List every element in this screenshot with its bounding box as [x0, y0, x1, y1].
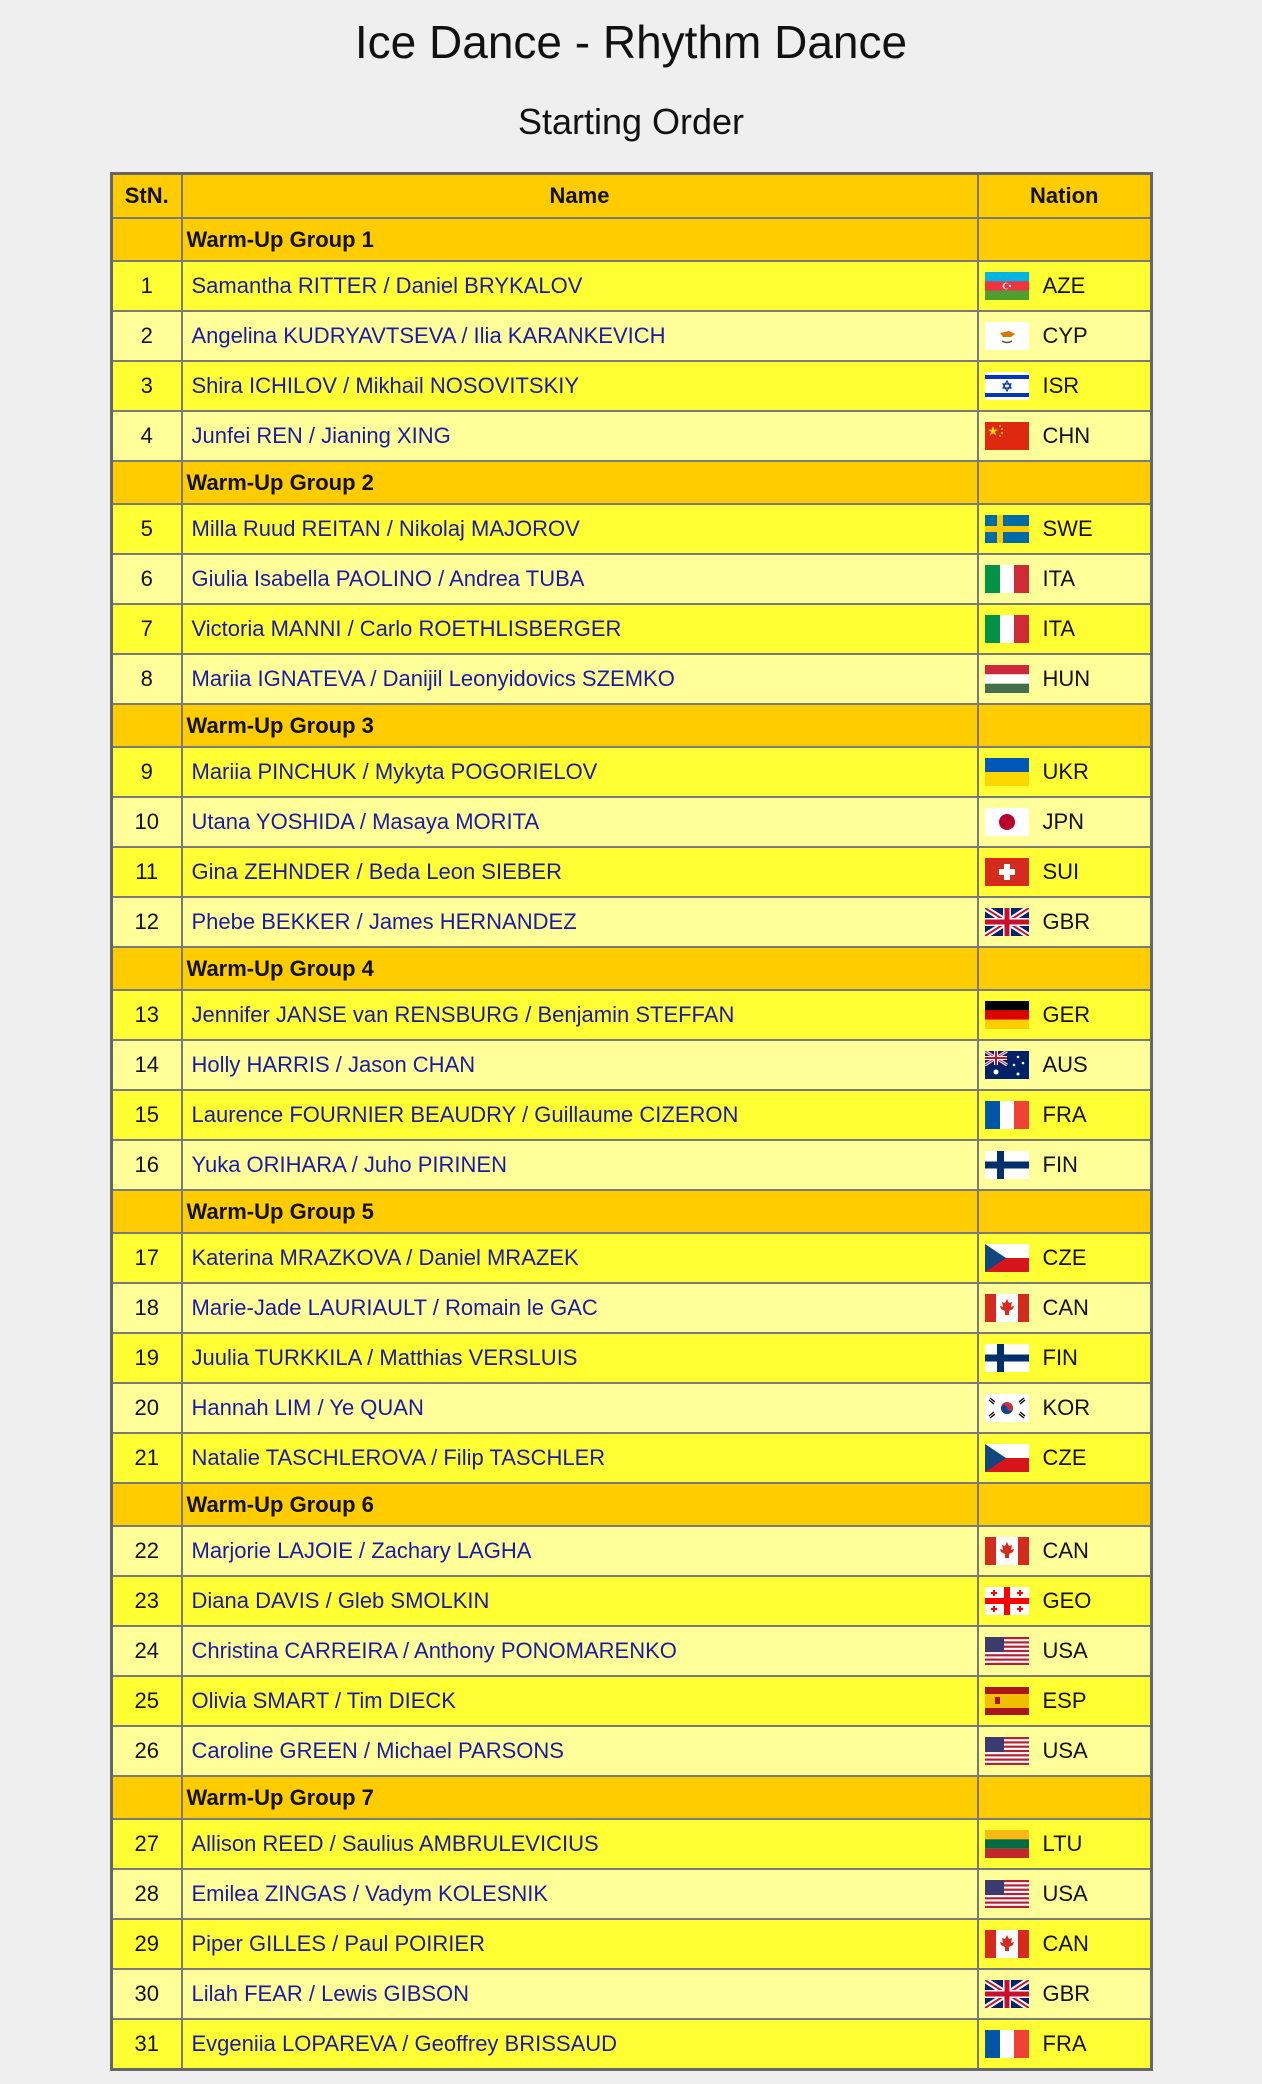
start-number: 1	[112, 261, 182, 311]
nation-cell	[978, 1433, 1152, 1483]
flag-cyp-icon	[985, 322, 1029, 350]
skater-pair-cell	[182, 1626, 978, 1676]
start-number: 18	[112, 1283, 182, 1333]
nation-cell	[978, 504, 1152, 554]
nation-cell	[978, 1819, 1152, 1869]
skater-pair-link[interactable]: Milla Ruud REITAN / Nikolaj MAJOROV	[191, 516, 580, 541]
table-row	[112, 1676, 1152, 1726]
nation-code: FIN	[1042, 1345, 1078, 1371]
skater-pair-cell	[182, 1969, 978, 2019]
table-row	[112, 897, 1152, 947]
skater-pair-link[interactable]: Angelina KUDRYAVTSEVA / Ilia KARANKEVICH	[191, 323, 666, 348]
nation-cell	[978, 654, 1152, 704]
flag-ukr-icon	[985, 758, 1029, 786]
table-row	[112, 1090, 1152, 1140]
start-number: 19	[112, 1333, 182, 1383]
skater-pair-cell	[182, 1919, 978, 1969]
start-number: 25	[112, 1676, 182, 1726]
group-spacer	[112, 1483, 182, 1526]
table-row	[112, 1819, 1152, 1869]
nation-cell	[978, 2019, 1152, 2070]
flag-isr-icon	[985, 372, 1029, 400]
table-header-row	[112, 174, 1152, 219]
warmup-group-row	[112, 461, 1152, 504]
skater-pair-link[interactable]: Holly HARRIS / Jason CHAN	[191, 1052, 476, 1077]
nation-cell	[978, 1283, 1152, 1333]
flag-jpn-icon	[985, 808, 1029, 836]
table-row	[112, 2019, 1152, 2070]
table-row	[112, 554, 1152, 604]
group-spacer	[112, 1776, 182, 1819]
nation-cell	[978, 1526, 1152, 1576]
nation-cell	[978, 261, 1152, 311]
nation-code: KOR	[1042, 1395, 1091, 1421]
skater-pair-link[interactable]: Caroline GREEN / Michael PARSONS	[191, 1738, 564, 1763]
warmup-group-row	[112, 218, 1152, 261]
flag-gbr-icon	[985, 1980, 1029, 2008]
nation-cell	[978, 797, 1152, 847]
skater-pair-cell	[182, 654, 978, 704]
nation-code: ESP	[1042, 1688, 1087, 1714]
flag-usa-icon	[985, 1737, 1029, 1765]
nation-code: CAN	[1042, 1295, 1089, 1321]
flag-cze-icon	[985, 1444, 1029, 1472]
table-row	[112, 1726, 1152, 1776]
skater-pair-cell	[182, 747, 978, 797]
skater-pair-link[interactable]: Diana DAVIS / Gleb SMOLKIN	[191, 1588, 490, 1613]
group-nation-spacer	[978, 704, 1152, 747]
start-number: 9	[112, 747, 182, 797]
nation-code: GEO	[1042, 1588, 1092, 1614]
start-number: 27	[112, 1819, 182, 1869]
nation-code: USA	[1042, 1881, 1088, 1907]
nation-cell	[978, 1576, 1152, 1626]
group-nation-spacer	[978, 1483, 1152, 1526]
table-row	[112, 1626, 1152, 1676]
group-label: Warm-Up Group 3	[182, 704, 978, 747]
skater-pair-cell	[182, 2019, 978, 2070]
nation-cell	[978, 1919, 1152, 1969]
flag-ita-icon	[985, 615, 1029, 643]
skater-pair-cell	[182, 1819, 978, 1869]
skater-pair-cell	[182, 1383, 978, 1433]
nation-cell	[978, 1676, 1152, 1726]
start-number: 28	[112, 1869, 182, 1919]
skater-pair-cell	[182, 1140, 978, 1190]
start-number: 14	[112, 1040, 182, 1090]
table-row	[112, 604, 1152, 654]
table-row	[112, 747, 1152, 797]
start-number: 30	[112, 1969, 182, 2019]
page-title: Ice Dance - Rhythm Dance	[354, 16, 908, 68]
skater-pair-cell	[182, 797, 978, 847]
nation-code: UKR	[1042, 759, 1089, 785]
nation-code: CHN	[1042, 423, 1091, 449]
flag-sui-icon	[985, 858, 1029, 886]
skater-pair-link[interactable]: Hannah LIM / Ye QUAN	[191, 1395, 424, 1420]
flag-aze-icon	[985, 272, 1029, 300]
table-row	[112, 311, 1152, 361]
nation-cell	[978, 847, 1152, 897]
start-number: 4	[112, 411, 182, 461]
table-row	[112, 1576, 1152, 1626]
skater-pair-link[interactable]: Victoria MANNI / Carlo ROETHLISBERGER	[191, 616, 622, 641]
skater-pair-cell	[182, 1090, 978, 1140]
skater-pair-link[interactable]: Allison REED / Saulius AMBRULEVICIUS	[191, 1831, 599, 1856]
group-spacer	[112, 1190, 182, 1233]
flag-swe-icon	[985, 515, 1029, 543]
skater-pair-cell	[182, 1040, 978, 1090]
skater-pair-link[interactable]: Junfei REN / Jianing XING	[191, 423, 451, 448]
nation-code: GBR	[1042, 909, 1091, 935]
start-number: 3	[112, 361, 182, 411]
group-label: Warm-Up Group 6	[182, 1483, 978, 1526]
nation-cell	[978, 1090, 1152, 1140]
skater-pair-link[interactable]: Mariia PINCHUK / Mykyta POGORIELOV	[191, 759, 598, 784]
flag-usa-icon	[985, 1637, 1029, 1665]
nation-cell	[978, 1233, 1152, 1283]
nation-code: ISR	[1042, 373, 1080, 399]
nation-code: GER	[1042, 1002, 1091, 1028]
flag-ltu-icon	[985, 1830, 1029, 1858]
nation-cell	[978, 1040, 1152, 1090]
nation-cell	[978, 1726, 1152, 1776]
skater-pair-cell	[182, 504, 978, 554]
flag-can-icon	[985, 1930, 1029, 1958]
nation-code: USA	[1042, 1638, 1088, 1664]
table-row	[112, 411, 1152, 461]
skater-pair-cell	[182, 261, 978, 311]
skater-pair-link[interactable]: Marjorie LAJOIE / Zachary LAGHA	[191, 1538, 532, 1563]
table-row	[112, 990, 1152, 1040]
nation-code: FRA	[1042, 2031, 1087, 2057]
nation-code: ITA	[1042, 566, 1076, 592]
skater-pair-link[interactable]: Laurence FOURNIER BEAUDRY / Guillaume CIZERON	[191, 1102, 739, 1127]
flag-ger-icon	[985, 1001, 1029, 1029]
warmup-group-row	[112, 1776, 1152, 1819]
table-row	[112, 1969, 1152, 2019]
skater-pair-cell	[182, 1526, 978, 1576]
flag-fra-icon	[985, 2030, 1029, 2058]
group-label: Warm-Up Group 7	[182, 1776, 978, 1819]
skater-pair-cell	[182, 1676, 978, 1726]
start-number: 15	[112, 1090, 182, 1140]
nation-code: LTU	[1042, 1831, 1083, 1857]
warmup-group-row	[112, 704, 1152, 747]
nation-cell	[978, 1626, 1152, 1676]
skater-pair-cell	[182, 847, 978, 897]
nation-code: HUN	[1042, 666, 1091, 692]
start-number: 2	[112, 311, 182, 361]
flag-ita-icon	[985, 565, 1029, 593]
table-row	[112, 654, 1152, 704]
flag-hun-icon	[985, 665, 1029, 693]
starting-order-table	[110, 172, 1153, 2071]
skater-pair-link[interactable]: Mariia IGNATEVA / Danijil Leonyidovics SZEMKO	[191, 666, 675, 691]
table-row	[112, 797, 1152, 847]
table-row	[112, 1526, 1152, 1576]
nation-cell	[978, 361, 1152, 411]
column-header-name: Name	[182, 174, 978, 219]
nation-code: GBR	[1042, 1981, 1091, 2007]
skater-pair-link[interactable]: Samantha RITTER / Daniel BRYKALOV	[191, 273, 583, 298]
start-number: 23	[112, 1576, 182, 1626]
skater-pair-link[interactable]: Evgeniia LOPAREVA / Geoffrey BRISSAUD	[191, 2031, 618, 2056]
start-number: 17	[112, 1233, 182, 1283]
nation-code: CAN	[1042, 1931, 1089, 1957]
group-nation-spacer	[978, 1190, 1152, 1233]
group-nation-spacer	[978, 218, 1152, 261]
skater-pair-cell	[182, 1576, 978, 1626]
skater-pair-link[interactable]: Marie-Jade LAURIAULT / Romain le GAC	[191, 1295, 598, 1320]
skater-pair-cell	[182, 990, 978, 1040]
start-number: 7	[112, 604, 182, 654]
nation-cell	[978, 1383, 1152, 1433]
nation-code: FIN	[1042, 1152, 1078, 1178]
start-number: 10	[112, 797, 182, 847]
start-number: 29	[112, 1919, 182, 1969]
skater-pair-cell	[182, 1233, 978, 1283]
column-header-nation: Nation	[978, 174, 1152, 219]
skater-pair-link[interactable]: Emilea ZINGAS / Vadym KOLESNIK	[191, 1881, 549, 1906]
nation-cell	[978, 990, 1152, 1040]
nation-code: ITA	[1042, 616, 1076, 642]
start-number: 8	[112, 654, 182, 704]
nation-code: FRA	[1042, 1102, 1087, 1128]
flag-aus-icon	[985, 1051, 1029, 1079]
group-spacer	[112, 218, 182, 261]
table-row	[112, 1283, 1152, 1333]
group-nation-spacer	[978, 947, 1152, 990]
table-row	[112, 847, 1152, 897]
nation-cell	[978, 411, 1152, 461]
start-number: 13	[112, 990, 182, 1040]
start-number: 24	[112, 1626, 182, 1676]
nation-cell	[978, 1869, 1152, 1919]
skater-pair-cell	[182, 311, 978, 361]
nation-cell	[978, 311, 1152, 361]
skater-pair-link[interactable]: Piper GILLES / Paul POIRIER	[191, 1931, 485, 1956]
skater-pair-link[interactable]: Yuka ORIHARA / Juho PIRINEN	[191, 1152, 507, 1177]
nation-code: AZE	[1042, 273, 1086, 299]
start-number: 5	[112, 504, 182, 554]
skater-pair-link[interactable]: Shira ICHILOV / Mikhail NOSOVITSKIY	[191, 373, 580, 398]
group-spacer	[112, 947, 182, 990]
nation-code: CYP	[1042, 323, 1088, 349]
flag-gbr-icon	[985, 908, 1029, 936]
nation-cell	[978, 747, 1152, 797]
flag-fra-icon	[985, 1101, 1029, 1129]
skater-pair-cell	[182, 411, 978, 461]
table-row	[112, 1040, 1152, 1090]
flag-usa-icon	[985, 1880, 1029, 1908]
table-row	[112, 361, 1152, 411]
skater-pair-cell	[182, 554, 978, 604]
skater-pair-link[interactable]: Natalie TASCHLEROVA / Filip TASCHLER	[191, 1445, 606, 1470]
start-number: 12	[112, 897, 182, 947]
group-label: Warm-Up Group 2	[182, 461, 978, 504]
skater-pair-cell	[182, 604, 978, 654]
nation-code: AUS	[1042, 1052, 1088, 1078]
skater-pair-link[interactable]: Giulia Isabella PAOLINO / Andrea TUBA	[191, 566, 585, 591]
skater-pair-link[interactable]: Olivia SMART / Tim DIECK	[191, 1688, 456, 1713]
table-row	[112, 504, 1152, 554]
skater-pair-cell	[182, 1283, 978, 1333]
warmup-group-row	[112, 1483, 1152, 1526]
flag-esp-icon	[985, 1687, 1029, 1715]
flag-fin-icon	[985, 1151, 1029, 1179]
start-number: 11	[112, 847, 182, 897]
flag-fin-icon	[985, 1344, 1029, 1372]
nation-cell	[978, 1333, 1152, 1383]
group-label: Warm-Up Group 1	[182, 218, 978, 261]
skater-pair-cell	[182, 1333, 978, 1383]
group-nation-spacer	[978, 461, 1152, 504]
start-number: 6	[112, 554, 182, 604]
start-number: 31	[112, 2019, 182, 2070]
table-row	[112, 261, 1152, 311]
start-number: 26	[112, 1726, 182, 1776]
nation-code: SUI	[1042, 859, 1080, 885]
flag-geo-icon	[985, 1587, 1029, 1615]
flag-can-icon	[985, 1537, 1029, 1565]
table-row	[112, 1333, 1152, 1383]
group-spacer	[112, 704, 182, 747]
table-row	[112, 1919, 1152, 1969]
table-row	[112, 1433, 1152, 1483]
nation-code: JPN	[1042, 809, 1085, 835]
nation-cell	[978, 554, 1152, 604]
column-header-stn: StN.	[112, 174, 182, 219]
nation-cell	[978, 897, 1152, 947]
skater-pair-link[interactable]: Katerina MRAZKOVA / Daniel MRAZEK	[191, 1245, 579, 1270]
flag-can-icon	[985, 1294, 1029, 1322]
nation-code: USA	[1042, 1738, 1088, 1764]
start-number: 16	[112, 1140, 182, 1190]
table-row	[112, 1869, 1152, 1919]
start-number: 20	[112, 1383, 182, 1433]
start-number: 21	[112, 1433, 182, 1483]
group-label: Warm-Up Group 4	[182, 947, 978, 990]
group-spacer	[112, 461, 182, 504]
table-row	[112, 1383, 1152, 1433]
group-nation-spacer	[978, 1776, 1152, 1819]
skater-pair-cell	[182, 1726, 978, 1776]
skater-pair-link[interactable]: Jennifer JANSE van RENSBURG / Benjamin STEFFAN	[191, 1002, 735, 1027]
nation-cell	[978, 1140, 1152, 1190]
table-row	[112, 1233, 1152, 1283]
skater-pair-link[interactable]: Christina CARREIRA / Anthony PONOMARENKO	[191, 1638, 677, 1663]
start-number: 22	[112, 1526, 182, 1576]
skater-pair-cell	[182, 361, 978, 411]
skater-pair-cell	[182, 1433, 978, 1483]
group-label: Warm-Up Group 5	[182, 1190, 978, 1233]
skater-pair-link[interactable]: Juulia TURKKILA / Matthias VERSLUIS	[191, 1345, 578, 1370]
flag-chn-icon	[985, 422, 1029, 450]
skater-pair-cell	[182, 897, 978, 947]
page-subtitle: Starting Order	[517, 101, 745, 142]
nation-code: CZE	[1042, 1445, 1087, 1471]
nation-cell	[978, 1969, 1152, 2019]
nation-code: CZE	[1042, 1245, 1087, 1271]
warmup-group-row	[112, 947, 1152, 990]
nation-cell	[978, 604, 1152, 654]
nation-code: CAN	[1042, 1538, 1089, 1564]
skater-pair-cell	[182, 1869, 978, 1919]
skater-pair-link[interactable]: Lilah FEAR / Lewis GIBSON	[191, 1981, 470, 2006]
table-row	[112, 1140, 1152, 1190]
skater-pair-link[interactable]: Gina ZEHNDER / Beda Leon SIEBER	[191, 859, 562, 884]
flag-kor-icon	[985, 1394, 1029, 1422]
nation-code: SWE	[1042, 516, 1093, 542]
skater-pair-link[interactable]: Phebe BEKKER / James HERNANDEZ	[191, 909, 577, 934]
warmup-group-row	[112, 1190, 1152, 1233]
flag-cze-icon	[985, 1244, 1029, 1272]
skater-pair-link[interactable]: Utana YOSHIDA / Masaya MORITA	[191, 809, 540, 834]
